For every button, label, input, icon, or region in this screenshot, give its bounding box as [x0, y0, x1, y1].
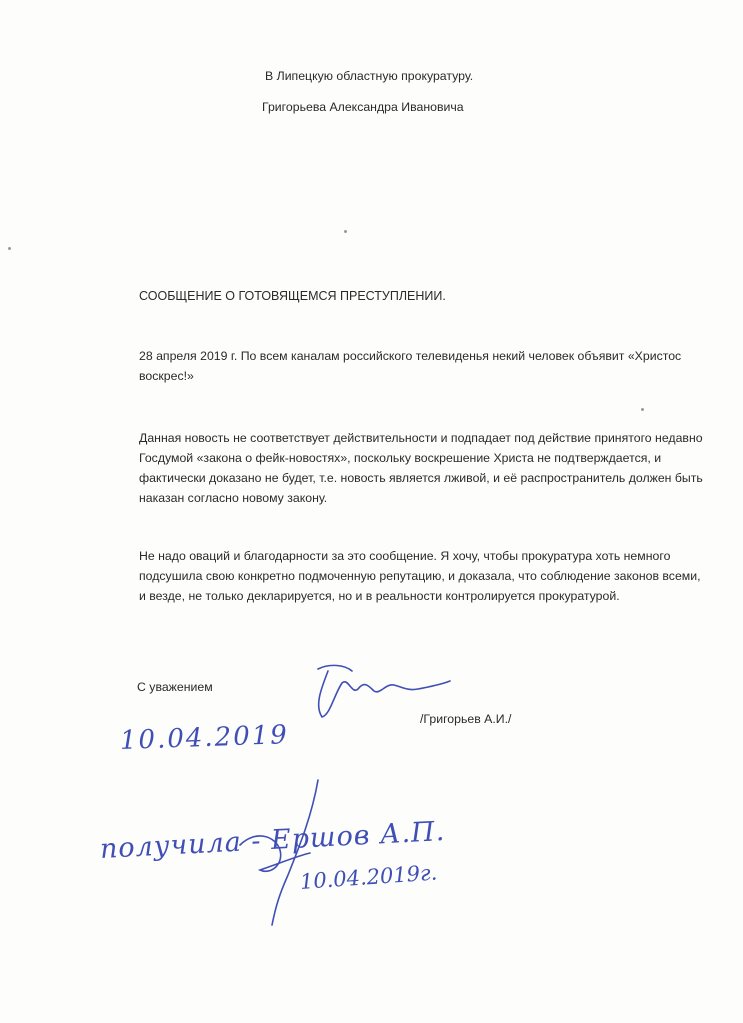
- signature-name: /Григорьев А.И./: [420, 712, 512, 726]
- paper-speck: [344, 230, 347, 233]
- paragraph-1: 28 апреля 2019 г. По всем каналам российского телевиденья некий человек объявит «Христос воскрес!»: [139, 349, 682, 383]
- paragraph-3: Не надо оваций и благодарности за это сообщение. Я хочу, чтобы прокуратура хоть немного подсушила свою конкретно подмоченную репутацию, и доказала, что соблюдение законов всеми, и везде, не только декларируется, но и в реальности контролируется прокуратурой.: [139, 549, 701, 603]
- paper-speck: [8, 247, 11, 250]
- closing-regards: С уважением: [137, 680, 213, 694]
- handwritten-receipt-note: получила - Ершов А.П.: [99, 815, 446, 865]
- paper-speck: [641, 408, 644, 411]
- handwritten-date-1: 10.04.2019: [119, 720, 290, 756]
- recipient-line: В Липецкую областную прокуратуру.: [265, 69, 474, 83]
- author-signature: [300, 655, 460, 725]
- paragraph-2: Данная новость не соответствует действительности и подпадает под действие принятого недавно Госдумой «закона о фейк-новостях», поскольку воскрешение Христа не подтверждается, и фактически доказано не будет, т.е. новость является лживой, и её распространитель должен быть наказан согласно новому закону.: [139, 431, 703, 505]
- sender-line: Григорьева Александра Ивановича: [262, 100, 464, 114]
- handwritten-date-2: 10.04.2019г.: [299, 860, 439, 894]
- document-title: СООБЩЕНИЕ О ГОТОВЯЩЕМСЯ ПРЕСТУПЛЕНИИ.: [139, 289, 446, 303]
